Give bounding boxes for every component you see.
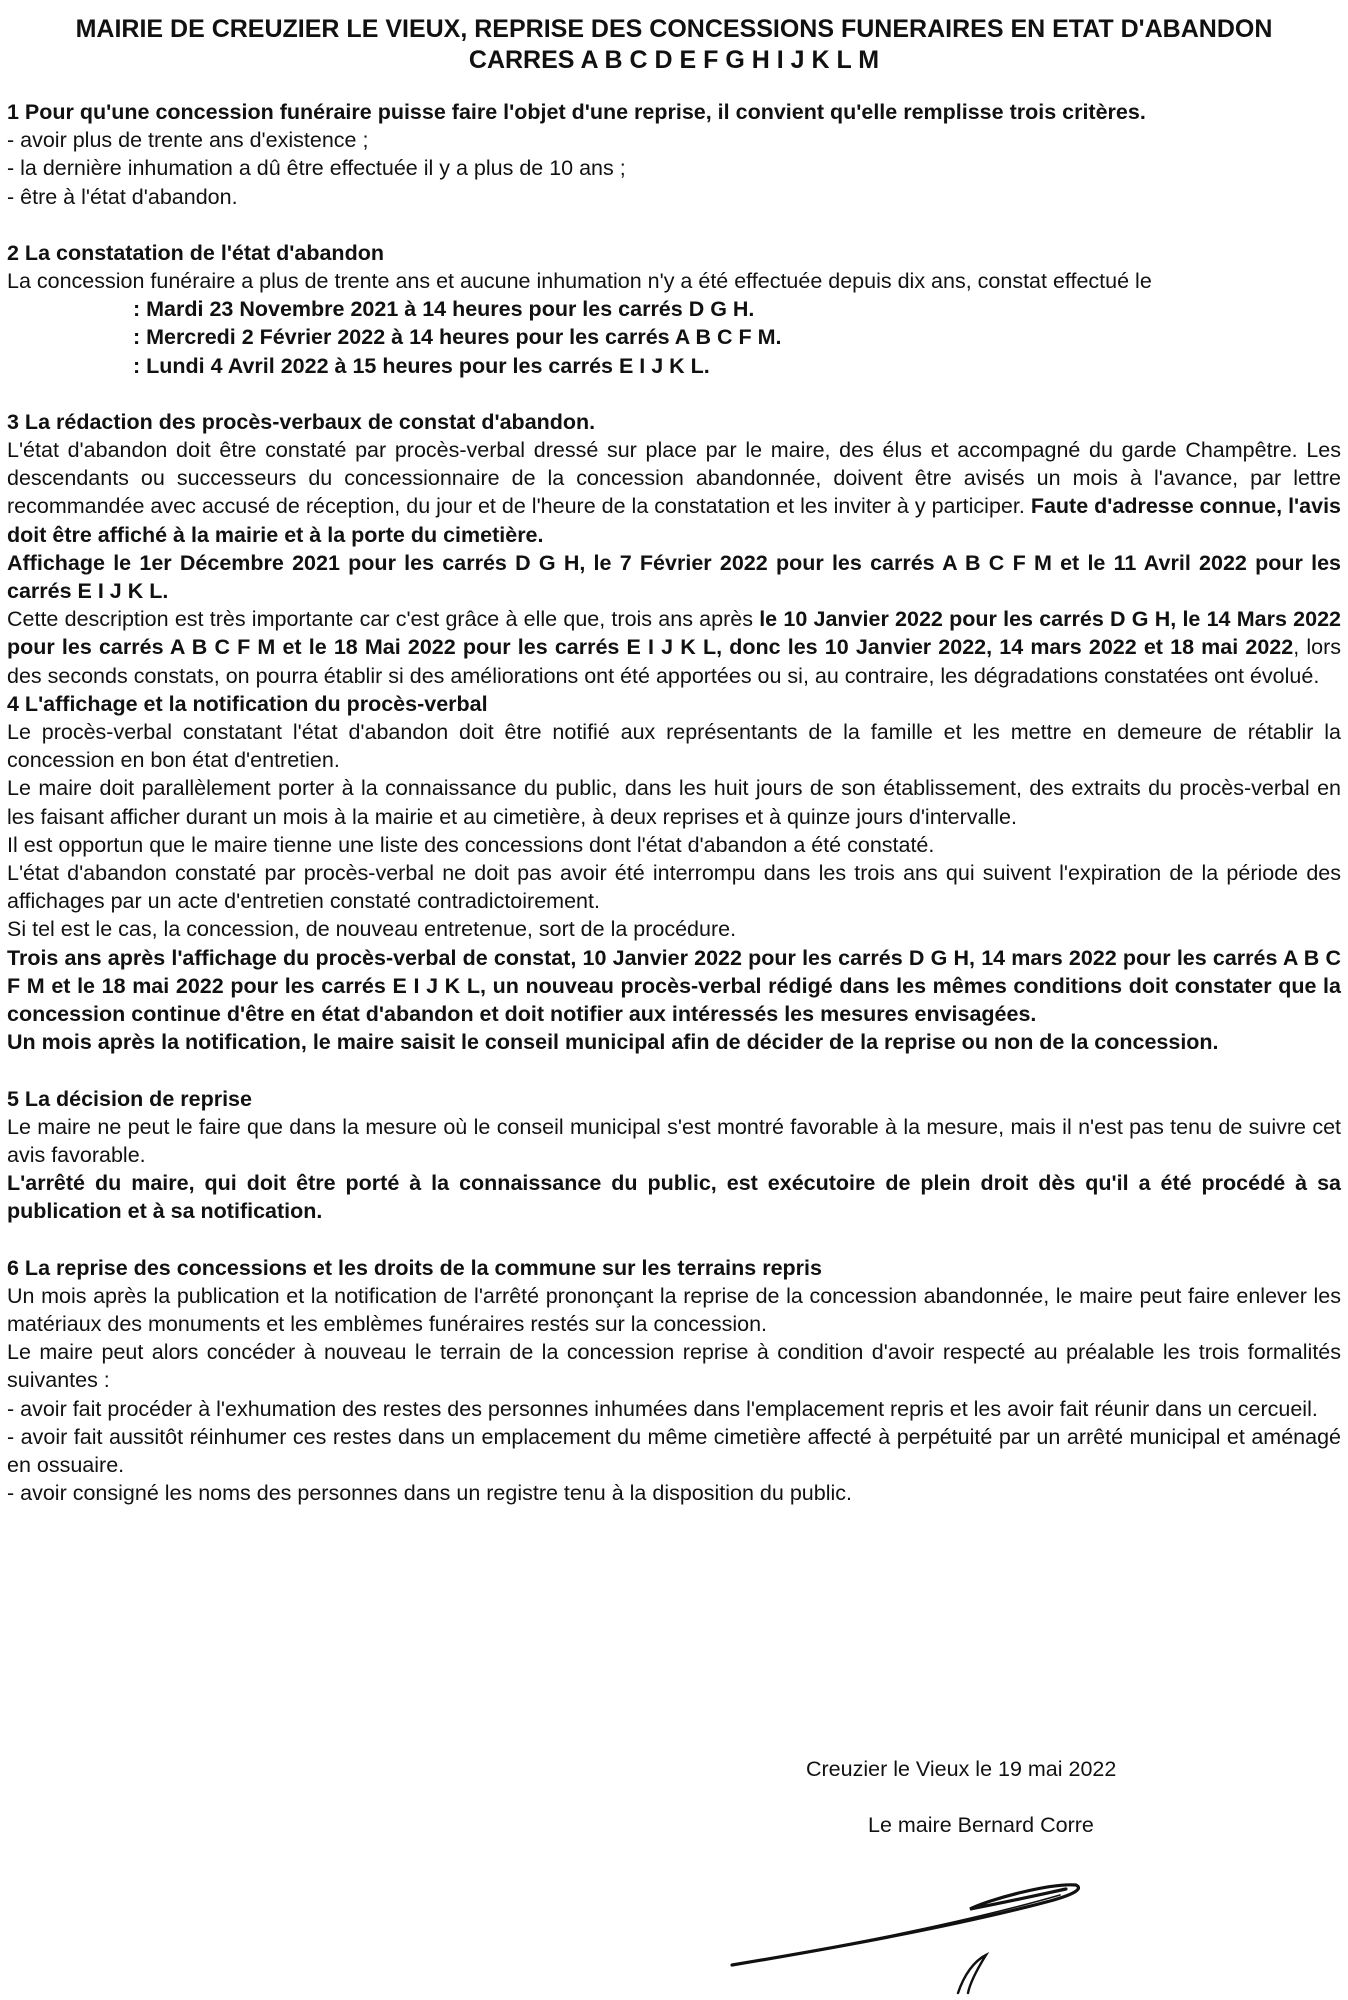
section-4-paragraph-2: Le maire doit parallèlement porter à la connaissance du public, dans les huit jours de son établissement, des extraits du procès-verbal en les faisant afficher durant un mois à la mairie et au cimetière, à deux reprises et à quinze jours d'intervalle. [7,776,1341,829]
document-title: MAIRIE DE CREUZIER LE VIEUX, REPRISE DES CONCESSIONS FUNERAIRES EN ETAT D'ABANDON [75,15,1273,43]
signatory-name: Le maire Bernard Corre [868,1813,1094,1837]
section-3-paragraph-3: Cette description est très importante car c'est grâce à elle que, trois ans après le 10 Janvier 2022 pour les carrés D G H, le 14 Mars 2022 pour les carrés A B C F M et le 18 Mai 2022 pour les carrés E I J K L, donc les 10 Janvier 2022, 14 mars 2022 et 18 mai 2022, lors des seconds constats, on pourra établir si des améliorations ont été apportées ou si, au contraire, les dégradations constatées ont évolué. [7,607,1341,688]
section-2-date-3: : Lundi 4 Avril 2022 à 15 heures pour les carrés E I J K L. [133,353,710,378]
section-4-paragraph-6: Trois ans après l'affichage du procès-verbal de constat, 10 Janvier 2022 pour les carrés D G H, 14 mars 2022 pour les carrés A B C F M et le 18 mai 2022 pour les carrés E I J K L, un nouveau procès-verbal rédigé dans les mêmes conditions doit constater que la concession continue d'être en état d'abandon et doit notifier aux intéressés les mesures envisagées. [7,945,1341,1027]
handwritten-signature [720,1855,1140,1995]
document-body [7,98,1341,1507]
section-5-heading: 5 La décision de reprise [7,1086,252,1111]
section-6-paragraph-1: Un mois après la publication et la notification de l'arrêté prononçant la reprise de la concession abandonnée, le maire peut faire enlever les matériaux des monuments et les emblèmes funéraires restés sur la concession. [7,1283,1341,1336]
section-5-paragraph-1: Le maire ne peut le faire que dans la mesure où le conseil municipal s'est montré favorable à la mesure, mais il n'est pas tenu de suivre cet avis favorable. [7,1114,1341,1167]
section-4-paragraph-5: Si tel est le cas, la concession, de nouveau entretenue, sort de la procédure. [7,917,737,942]
section-5-paragraph-2: L'arrêté du maire, qui doit être porté à la connaissance du public, est exécutoire de plein droit dès qu'il a été procédé à sa publication et à sa notification. [7,1171,1341,1224]
section-4-heading: 4 L'affichage et la notification du procès-verbal [7,691,488,716]
section-2-text: La concession funéraire a plus de trente ans et aucune inhumation n'y a été effectuée depuis dix ans, constat effectué le [7,269,1152,294]
section-2-heading: 2 La constatation de l'état d'abandon [7,240,384,265]
section-4-paragraph-4: L'état d'abandon constaté par procès-verbal ne doit pas avoir été interrompu dans les trois ans qui suivent l'expiration de la période des affichages par un acte d'entretien constaté contradictoirement. [7,861,1341,914]
section-1-item-2: - la dernière inhumation a dû être effectuée il y a plus de 10 ans ; [7,156,626,181]
section-2-date-1: : Mardi 23 Novembre 2021 à 14 heures pour les carrés D G H. [133,297,755,322]
place-date: Creuzier le Vieux le 19 mai 2022 [806,1757,1117,1781]
section-4-paragraph-3: Il est opportun que le maire tienne une liste des concessions dont l'état d'abandon a été constaté. [7,832,935,857]
section-1-item-3: - être à l'état d'abandon. [7,184,238,209]
section-6-item-3: - avoir consigné les noms des personnes dans un registre tenu à la disposition du public. [7,1481,852,1506]
section-4-paragraph-1: Le procès-verbal constatant l'état d'abandon doit être notifié aux représentants de la famille et les mettre en demeure de rétablir la concession en bon état d'entretien. [7,720,1341,773]
section-6-item-2: - avoir fait aussitôt réinhumer ces restes dans un emplacement du même cimetière affecté à perpétuité par un arrêté municipal et aménagé en ossuaire. [7,1424,1341,1477]
section-6-paragraph-2: Le maire peut alors concéder à nouveau le terrain de la concession reprise à condition d'avoir respecté au préalable les trois formalités suivantes : [7,1340,1341,1393]
document-subtitle: CARRES A B C D E F G H I J K L M [468,46,880,74]
section-3-heading: 3 La rédaction des procès-verbaux de constat d'abandon. [7,409,596,434]
section-3-paragraph-2: Affichage le 1er Décembre 2021 pour les carrés D G H, le 7 Février 2022 pour les carrés A B C F M et le 11 Avril 2022 pour les carrés E I J K L. [7,550,1341,604]
section-1-heading: 1 Pour qu'une concession funéraire puisse faire l'objet d'une reprise, il convient qu'elle remplisse trois critères. [7,100,1146,124]
section-4-paragraph-7: Un mois après la notification, le maire saisit le conseil municipal afin de décider de la reprise ou non de la concession. [7,1030,1219,1055]
section-1-item-1: - avoir plus de trente ans d'existence ; [7,128,369,153]
section-2-date-2: : Mercredi 2 Février 2022 à 14 heures pour les carrés A B C F M. [133,325,782,350]
section-6-heading: 6 La reprise des concessions et les droits de la commune sur les terrains repris [7,1255,822,1280]
section-3-paragraph-1: L'état d'abandon doit être constaté par procès-verbal dressé sur place par le maire, des élus et accompagné du garde Champêtre. Les descendants ou successeurs du concessionnaire de la concession abandonnée, doivent être avisés un mois à l'avance, par lettre recommandée avec accusé de réception, du jour et de l'heure de la constatation et les inviter à y participer. Faute d'adresse connue, l'avis doit être affiché à la mairie et à la porte du cimetière. [7,438,1341,547]
section-6-item-1: - avoir fait procéder à l'exhumation des restes des personnes inhumées dans l'emplacement repris et les avoir fait réunir dans un cercueil. [7,1396,1318,1421]
